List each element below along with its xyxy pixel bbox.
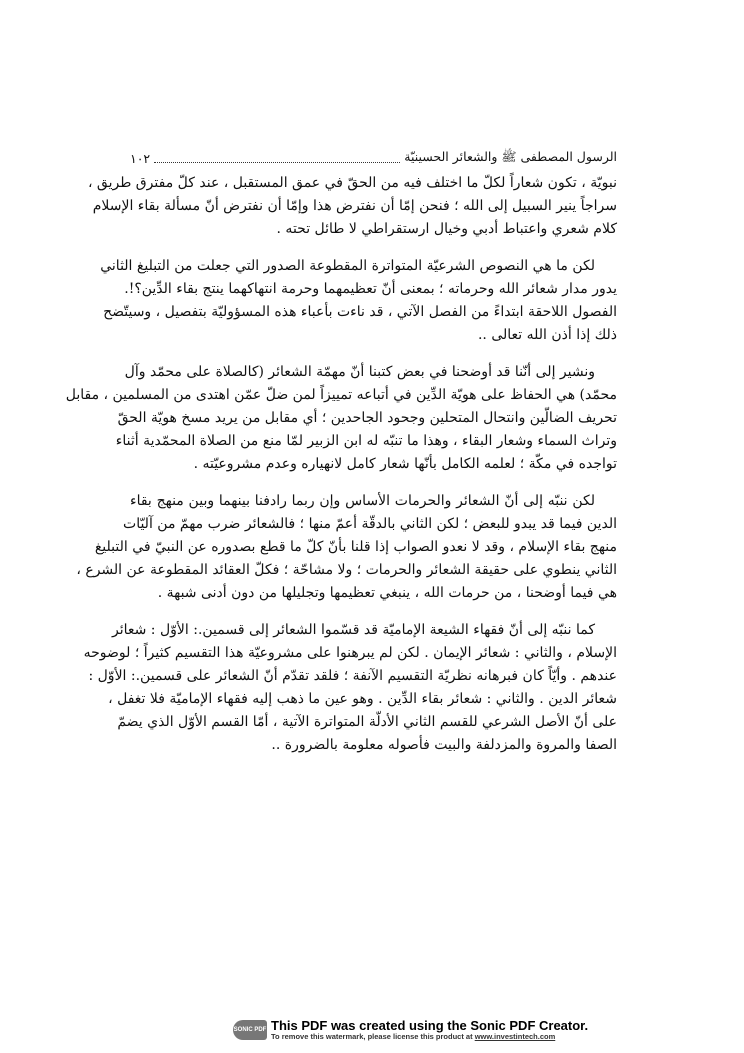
paragraph	[100, 255, 617, 347]
text-line: ونشير إلى أنّنا قد أوضحنا في بعض كتبنا أنّ مهمّة الشعائر (كالصلاة على محمّد وآل	[124, 364, 595, 380]
paragraph	[83, 619, 617, 757]
watermark-link[interactable]: www.investintech.com	[474, 1032, 556, 1041]
text-line: كما ننبّه إلى أنّ فقهاء الشيعة الإماميّة قد قسّموا الشعائر إلى قسمين.: الأوّل : شعائر	[111, 622, 595, 638]
text-line: سراجاً ينير السبيل إلى الله ؛ فنحن إمّا أن نفترض هذا وإمّا أن نفترض أنّ مسألة بقاء الإسلام	[92, 198, 617, 214]
page-number: ١٠٢	[130, 150, 151, 166]
text-line: الدين فيما قد يبدو للبعض ؛ لكن الثاني بالدقّة أعمّ منها ؛ فالشعائر ضرب مهمّ من آليّات	[123, 516, 617, 532]
text-line: لكن ما هي النصوص الشرعيّة المتواترة المقطوعة الصدور التي جعلت من التبليغ الثاني	[100, 258, 595, 274]
text-line: شعائر الدين . والثاني : شعائر بقاء الدِّين . وهو عين ما ذهب إليه فقهاء الإماميّة فلا تغفل ،	[108, 691, 617, 707]
page-body	[65, 172, 617, 771]
watermark-line2	[271, 1032, 588, 1041]
text-line: على أنّ الأصل الشرعي للقسم الثاني الأدلّة المتواترة الآتية ، أمّا القسم الأوّل الذي يضمّ	[117, 714, 617, 730]
text-line: منهج بقاء الإسلام ، وقد لا نعدو الصواب إذا قلنا بأنّ كلّ ما قطع بصدوره عن النبيّ في التبليغ	[94, 539, 617, 555]
sonic-pdf-logo-icon: SONIC PDF	[233, 1020, 267, 1040]
text-line: لكن ننبّه إلى أنّ الشعائر والحرمات الأساس وإن ربما رادفنا بينهما وبين منهج بقاء	[130, 493, 595, 509]
watermark	[233, 1019, 588, 1041]
running-header-title: الرسول المصطفى ﷺ والشعائر الحسينيّة	[404, 148, 617, 164]
text-line: الثاني ينطوي على حقيقة الشعائر والحرمات ؛ ولا مشاحّة ؛ فكلّ العقائد المقطوعة عن الشرع ،	[76, 562, 617, 578]
paragraph	[65, 361, 617, 476]
paragraph	[76, 490, 617, 605]
text-line: تحريف الضالّين وانتحال المتحلين وجحود الجاحدين ؛ أي مقابل من يريد مسخ هويّة الحقّ	[117, 410, 617, 426]
text-line: الفصول اللاحقة ابتداءً من الفصل الآتي ، قد ناءت بأعباء هذه المسؤوليّة بتفصيل ، وسيتّضح	[103, 304, 617, 320]
text-line: كلام شعري واعتباط أدبي وخيال ارستقراطي لا طائل تحته .	[276, 221, 617, 237]
text-line: الصفا والمروة والمزدلفة والبيت فأصوله معلومة بالضرورة ..	[271, 737, 617, 753]
watermark-line1: This PDF was created using the Sonic PDF Creator.	[271, 1018, 589, 1033]
dotted-leader	[154, 162, 400, 163]
paragraph	[87, 172, 617, 241]
text-line: يدور مدار شعائر الله وحرماته ؛ بمعنى أنّ تعظيمهما وحرمة انتهاكهما ينتج بقاء الدِّين؟!.	[124, 281, 617, 297]
text-line: الإسلام ، والثاني : شعائر الإيمان . لكن لم يبرهنوا على مشروعيّة هذا التقسيم كثيراً ؛ لوضوحه	[83, 645, 617, 661]
watermark-line2-text: To remove this watermark, please license this product at	[271, 1032, 475, 1041]
text-line: تواجده في مكّة ؛ لعلمه الكامل بأنّها شعار كامل لانهياره وعدم مشروعيّته .	[193, 456, 617, 472]
text-line: ذلك إذا أذن الله تعالى ..	[477, 327, 617, 343]
text-line: وتراث السماء وشعار البقاء ، وهذا ما تنبّه له ابن الزبير لمّا منع من الصلاة المحمّدية أثناء	[115, 433, 617, 449]
text-line: عندهم . وأيّاً كان فبرهانه نظريّة التقسيم الآنفة ؛ فلقد تقدّم أنّ الشعائر على قسمين.: الأوّل :	[88, 668, 617, 684]
running-header	[130, 148, 617, 168]
text-line: نبويّة ، تكون شعاراً لكلّ ما اختلف فيه من الحقّ في عمق المستقبل ، عند كلّ مفترق طريق ،	[87, 175, 617, 191]
text-line: محمّد) هي الحفاظ على هويّة الدِّين في أتباعه تمييزاً لمن ضلّ عمّن اهتدى من المسلمين ، مقابل	[65, 387, 617, 403]
text-line: هي فيما أوضحنا ، من حرمات الله ، ينبغي تعظيمها وتجليلها من دون أدنى شبهة .	[157, 585, 617, 601]
